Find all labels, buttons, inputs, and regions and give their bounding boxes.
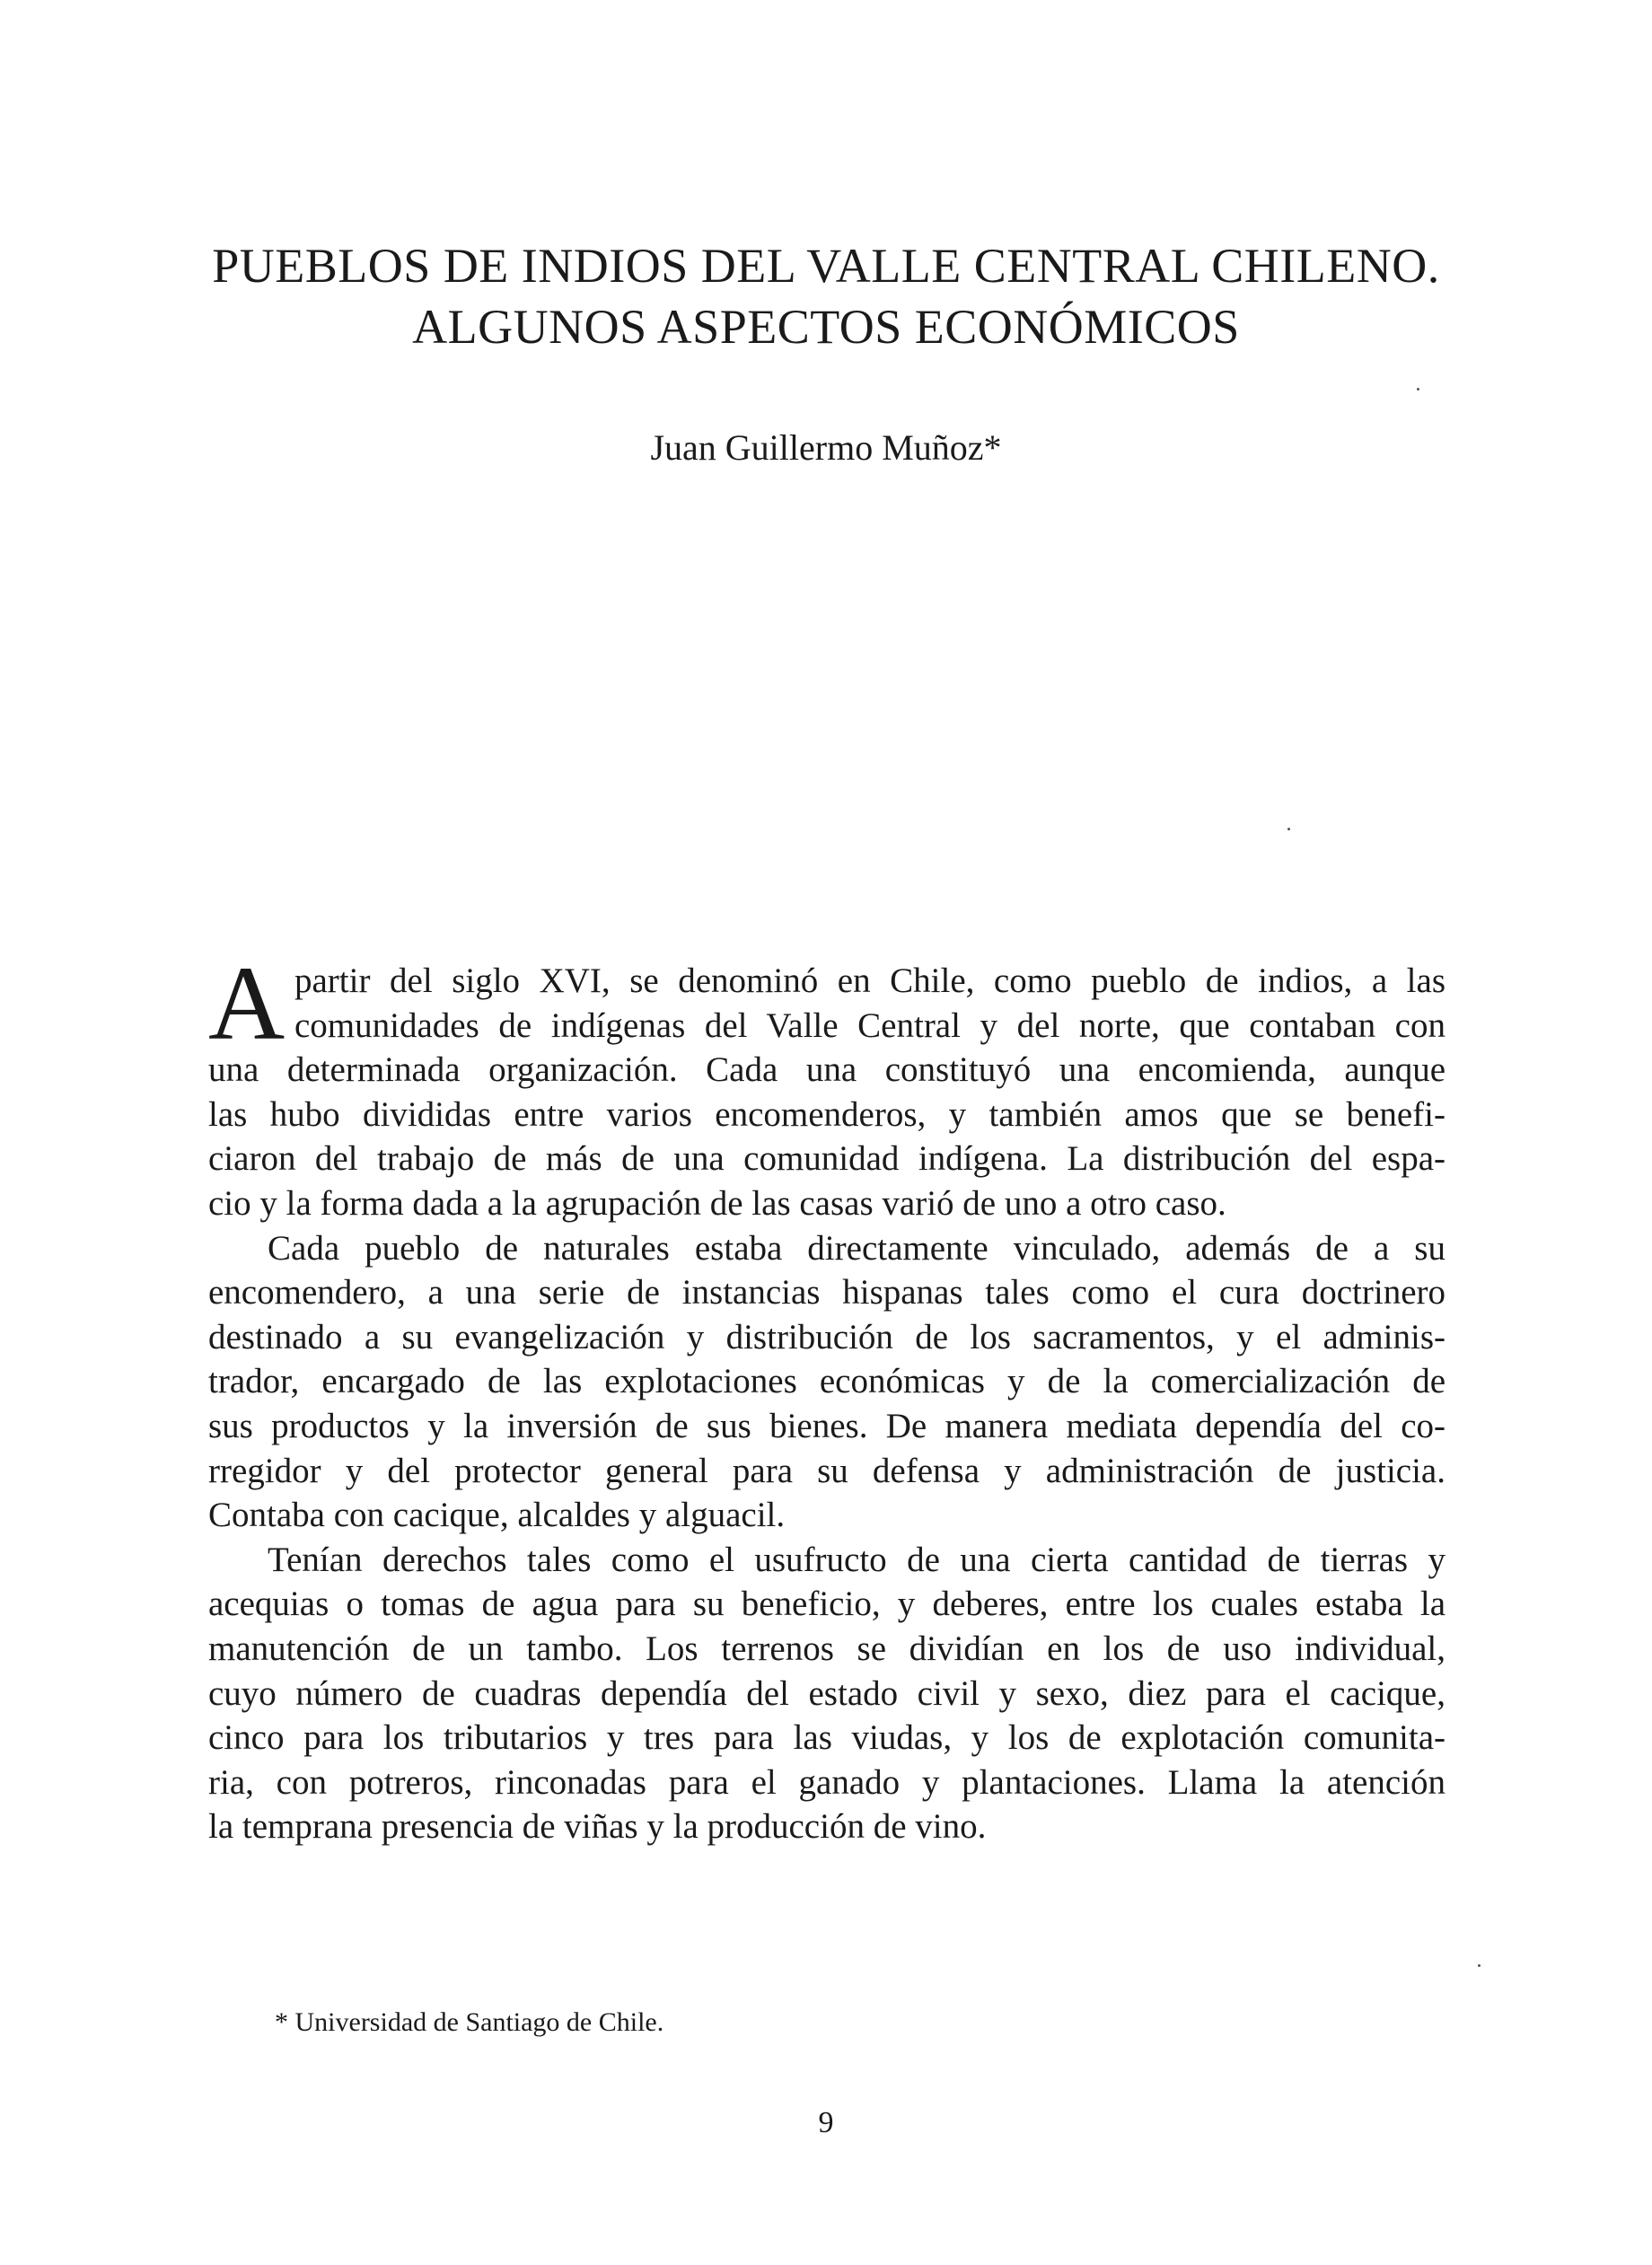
article-body [208, 944, 1446, 1849]
text-line: ria, con potreros, rinconadas para el ganado y plantaciones. Llama la atención [208, 1762, 1446, 1802]
text-line: una determinada organización. Cada una constituyó una encomienda, aunque [208, 1050, 1446, 1090]
text-line: las hubo divididas entre varios encomenderos, y también amos que se benefi- [208, 1094, 1446, 1134]
text-line: comunidades de indígenas del Valle Central y del norte, que contaban con [294, 1005, 1446, 1045]
text-line: trador, encargado de las explotaciones económicas y de la comercialización de [208, 1362, 1446, 1401]
scan-speck [1287, 828, 1290, 830]
footnote: * Universidad de Santiago de Chile. [275, 2007, 664, 2037]
page-number: 9 [818, 2106, 834, 2139]
text-line: cuyo número de cuadras dependía del estado civil y sexo, diez para el cacique, [208, 1673, 1446, 1713]
paragraph-1 [208, 944, 1446, 1226]
scan-speck [1417, 388, 1419, 391]
scan-speck [1478, 1964, 1481, 1967]
text-line: rregidor y del protector general para su defensa y administración de justicia. [208, 1451, 1446, 1490]
text-line: la temprana presencia de viñas y la producción de vino. [208, 1807, 987, 1847]
text-line: manutención de un tambo. Los terrenos se dividían en los de uso individual, [208, 1629, 1446, 1668]
title-line-2: ALGUNOS ASPECTOS ECONÓMICOS [412, 300, 1240, 354]
author-name: Juan Guillermo Muñoz* [650, 427, 1002, 468]
text-line: acequias o tomas de agua para su beneficio, y deberes, entre los cuales estaba la [208, 1585, 1446, 1624]
text-line: cio y la forma dada a la agrupación de las casas varió de uno a otro caso. [208, 1183, 1226, 1223]
drop-cap: A [208, 944, 286, 1062]
text-line: Tenían derechos tales como el usufructo de una cierta cantidad de tierras y [268, 1540, 1446, 1579]
paragraph-3 [208, 1538, 1446, 1849]
text-line: cinco para los tributarios y tres para las viudas, y los de explotación comunita- [208, 1718, 1446, 1758]
text-line: Cada pueblo de naturales estaba directamente vinculado, además de a su [268, 1228, 1446, 1268]
paragraph-2 [208, 1226, 1446, 1538]
text-line: partir del siglo XVI, se denominó en Chile, como pueblo de indios, a las [294, 961, 1446, 1000]
text-line: encomendero, a una serie de instancias hispanas tales como el cura doctrinero [208, 1273, 1446, 1312]
text-line: destinado a su evangelización y distribución de los sacramentos, y el adminis- [208, 1317, 1446, 1356]
text-line: Contaba con cacique, alcaldes y alguacil. [208, 1496, 786, 1535]
text-line: ciaron del trabajo de más de una comunidad indígena. La distribución del espa- [208, 1139, 1446, 1179]
title-line-1: PUEBLOS DE INDIOS DEL VALLE CENTRAL CHILENO. [212, 239, 1440, 293]
article-title [0, 235, 1652, 357]
text-line: sus productos y la inversión de sus bienes. De manera mediata dependía del co- [208, 1406, 1446, 1445]
